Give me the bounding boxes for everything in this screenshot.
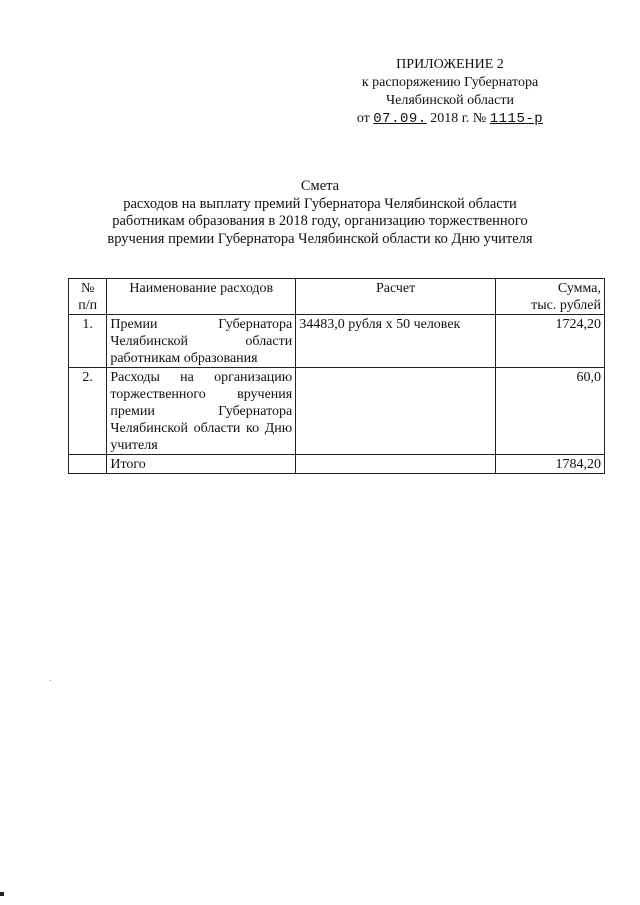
appendix-order-line: к распоряжению Губернатора: [361, 75, 539, 90]
total-sum: 1784,20: [496, 455, 605, 474]
row-1-calc: 34483,0 рубля х 50 человек: [296, 315, 496, 368]
table-total-row: [69, 455, 605, 474]
title-line-3: работникам образования в 2018 году, организацию торжественного: [112, 213, 528, 229]
estimate-table: [68, 278, 605, 474]
header-number-line-1: №: [80, 281, 95, 296]
table-row: [69, 315, 605, 368]
header-number: [69, 279, 107, 315]
scan-corner-mark: [0, 892, 4, 896]
row-2-name: Расходы на организацию торжественного вручения премии Губернатора Челябинской области ко Дню учителя: [107, 368, 296, 455]
header-sum-line-1: Сумма,: [557, 281, 601, 296]
total-number: [69, 455, 107, 474]
total-calc: [296, 455, 496, 474]
row-1-name: Премии Губернатора Челябинской области работникам образования: [107, 315, 296, 368]
row-2-sum: 60,0: [496, 368, 605, 455]
appendix-date-value: 07.09.: [373, 111, 427, 127]
title-line-4: вручения премии Губернатора Челябинской области ко Дню учителя: [107, 230, 533, 247]
title-line-1: Смета: [300, 178, 340, 194]
row-1-sum: 1724,20: [496, 315, 605, 368]
header-sum: [496, 279, 605, 315]
table-header-row: [69, 279, 605, 315]
row-2-number: 2.: [69, 368, 107, 455]
appendix-region-line: Челябинской области: [386, 93, 514, 108]
scan-artifact: [50, 680, 51, 681]
header-sum-line-2: тыс. рублей: [531, 298, 601, 313]
total-label: Итого: [107, 455, 296, 474]
header-calc: Расчет: [296, 279, 496, 315]
table-row: [69, 368, 605, 455]
appendix-title: ПРИЛОЖЕНИЕ 2: [396, 57, 504, 72]
header-name: Наименование расходов: [107, 279, 296, 315]
appendix-header: [320, 56, 580, 128]
row-1-number: 1.: [69, 315, 107, 368]
appendix-date-line: [320, 110, 580, 128]
document-title: [40, 178, 600, 248]
row-2-calc: [296, 368, 496, 455]
header-number-line-2: п/п: [78, 298, 98, 313]
appendix-year-text: 2018 г. №: [430, 111, 487, 126]
appendix-from-label: от: [356, 111, 370, 126]
appendix-number-value: 1115-р: [489, 111, 544, 127]
title-line-2: расходов на выплату премий Губернатора Челябинской области: [123, 195, 517, 212]
